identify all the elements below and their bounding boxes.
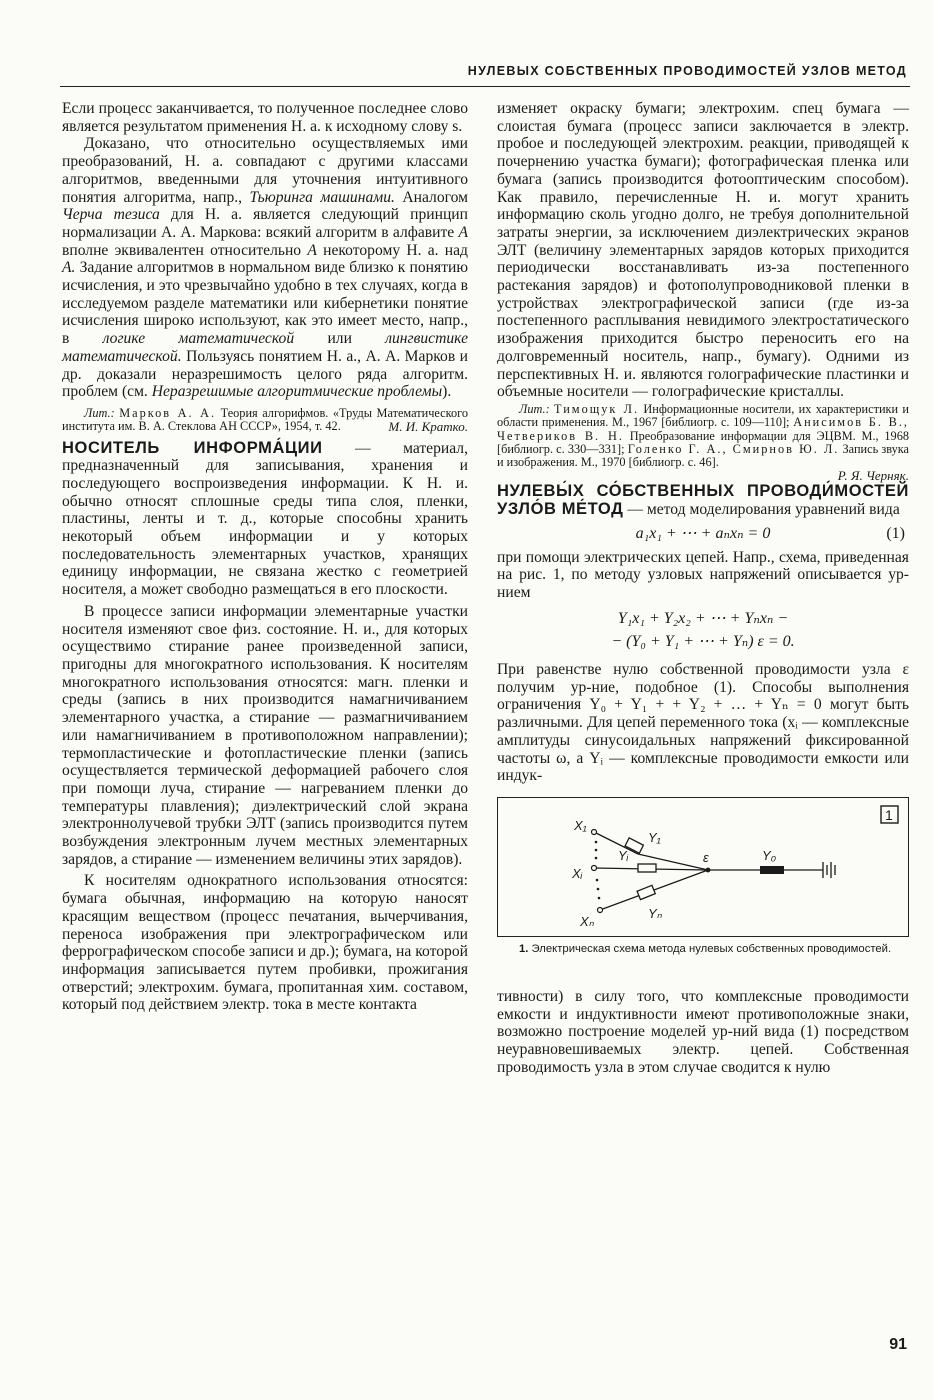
headword-nodal-method: НУЛЕВЫ́Х СО́БСТВЕННЫХ ПРОВОДИ́МОСТЕЙ УЗЛО́В МЕ́ТОД: [497, 482, 909, 519]
page-number: 91: [889, 1336, 907, 1353]
right-paragraph-1: изменяет окраску бумаги; электрохим. спец бумага — слоистая бумага (процесс записи заключается в электр. пробое и последующей электрохим. реакции, приводящей к почернению участка бумаги); фотографическая пленка или бумага (запись производится фотооптическим способом). Как правило, перечисленные Н. и. могут хранить информацию сколь угодно долго, не требуя дополнительной затраты энергии, за исключением диэлектрических экранов ЭЛТ (величину элементарных зарядов которых приходится периодически восстанавливать из-за постепенного растекания зарядов) и фотополупроводниковой пленки в устройствах электрографической записи (где из-за постепенного расплывания невидимого электростатического изображения приходится быстро переносить его на долговременный носитель, напр., бумагу). Одними из перспективных Н. и. являются голографические пластинки и объемные носители — голографические кристаллы.: [497, 100, 909, 401]
left-paragraph-1: Если процесс заканчивается, то полученное последнее слово является результатом применения Н. а. к исходному слову s.: [62, 100, 468, 135]
left-column: [62, 100, 468, 1014]
equation-2-line-2: − (Y₀ + Y₁ + ⋯ + Yₙ) ε = 0.: [611, 633, 795, 651]
left-paragraph-2: Доказано, что относительно осуществляемых ими преобразований, Н. а. совпадают с другими классами алгоритмов, введенными для уточнения интуитивного понятия алгоритма, напр., Тьюринга машинами. Аналогом Черча тезиса для Н. а. является следующий принцип нормализации А. А. Маркова: всякий алгоритм в алфавите А вполне эквивалентен относительно А некоторому Н. а. над А. Задание алгоритмов в нормальном виде близко к понятию исчисления, и это чрезвычайно удобно в тех случаях, когда в исследуемом разделе математики или кибернетики понятие исчисления широко используют, как это имеет место, напр., в логике математической или лингвистике математической. Пользуясь понятием Н. а., А. А. Марков и др. доказали неразрешимость целого ряда алгоритм. проблем (см. Неразрешимые алгоритмические проблемы).: [62, 135, 468, 401]
label-y1: Y₁: [648, 829, 661, 845]
figure-caption: 1. Электрическая схема метода нулевых собственных проводимостей.: [519, 942, 892, 955]
entry-nodal-method: НУЛЕВЫ́Х СО́БСТВЕННЫХ ПРОВОДИ́МОСТЕЙ УЗЛО́В МЕ́ТОД — метод моделирования уравнений вида: [497, 482, 909, 519]
figure-1: [497, 797, 909, 937]
headword-nositel: НОСИТЕЛЬ ИНФОРМА́ЦИИ: [62, 438, 323, 457]
signature-1: М. И. Кратко.: [388, 418, 468, 434]
label-xn: Xₙ: [580, 913, 594, 929]
right-paragraph-4: тивности) в силу того, что комплексные проводимости емкости и индуктивности имеют противоположные знаки, возможно построение моделей ур-ний вида (1) посредством неуравновешиваемых электр. цепей. Собственная проводимость узла в этом случае сводится к нулю: [497, 987, 909, 1076]
right-paragraph-2: при помощи электрических цепей. Напр., схема, приведенная на рис. 1, по методу узловых напряжений описывается ур-нием: [497, 548, 909, 601]
equation-1: a₁x₁ + ⋯ + aₙxₙ = 0 (1): [635, 524, 905, 542]
left-paragraph-3: В процессе записи информации элементарные участки носителя изменяют свое физ. состояние. Н. и., для которых осуществимо стирание ранее произведенной записи, пригодны для многократного использования. К носителям многократного использования относятся: магн. пленки и среды (запись в них производится намагничиванием элементарного участка, а стирание — размагничиванием или намагничиванием в противоположном направлении); термопластические и фотопластические пленки (запись осуществляется термической деформацией рабочего слоя при помощи луча, стирание — нагреванием пленки до температуры плавления); диэлектрический слой экрана электроннолучевой трубки ЭЛТ (запись производится путем возбуждения электронным лучем местных элементарных зарядов, а стирание — изменением величины этих зарядов).: [62, 602, 468, 868]
right-column: [497, 100, 909, 1077]
running-header: НУЛЕВЫХ СОБСТВЕННЫХ ПРОВОДИМОСТЕЙ УЗЛОВ МЕТОД: [467, 64, 907, 78]
ref-church-thesis: Черча тезиса: [62, 206, 160, 224]
ref-turing-machines: Тьюринга машинами.: [249, 188, 395, 206]
label-epsilon: ε: [703, 849, 709, 865]
circuit-diagram: [498, 798, 908, 936]
equation-1-number: (1): [886, 524, 905, 542]
ref-math-logic: логике математической: [102, 330, 295, 348]
label-yn: Yₙ: [648, 905, 662, 921]
equation-2-line-1: Y₁x₁ + Y₂x₂ + ⋯ + Yₙxₙ −: [617, 609, 789, 627]
figure-number: 1: [885, 806, 893, 823]
label-y0: Y₀: [762, 847, 777, 863]
literature-1: Лит.: Марков А. А. Теория алгорифмов. «Труды Математического института им. В. А. Стеклова АН СССР», 1954, т. 42.: [62, 405, 468, 434]
label-x1: X₁: [574, 817, 587, 833]
right-paragraph-3: При равенстве нулю собственной проводимости узла ε получим ур-ние, подобное (1). Способы выполнения ограничения Y₀ + Y₁ + + Y₂ + … + Yₙ = 0 могут быть различными. Для цепей переменного тока (xᵢ — комплексные амплитуды синусоидальных напряжений фиксированной частоты ω, а Yᵢ — комплексные проводимости емкости или индук-: [497, 661, 909, 785]
label-xi: Xᵢ: [572, 865, 583, 881]
entry-nositel: НОСИТЕЛЬ ИНФОРМА́ЦИИ — материал, предназначенный для записывания, хранения и последующего воспроизведения информации. К Н. и. обычно относят сплошные среды типа слоя, пленки, пластины, ленты и т. д., которые способны хранить некоторый объем информации и у которых последовательность элементарных участков, хранящих единицу информации, не связана жестко с геометрией носителя, а может свободно размещаться в его плоскости.: [62, 438, 468, 599]
label-yi: Yᵢ: [618, 847, 629, 863]
ref-undecidable-problems: Неразрешимые алгоритмические проблемы: [151, 383, 443, 401]
header-rule: [60, 86, 910, 87]
signature-2: Р. Я. Черняк.: [837, 468, 909, 484]
left-paragraph-4: К носителям однократного использования относятся: бумага обычная, информацию на которую наносят красящим веществом (процесс печатания, вычерчивания, переноса изображения при электрографическом или феррографическом способе записи и др.); бумага, на которой информация записывается путем пробивки, прожигания отверстий; электрохим. бумага, пропитанная хим. составом, который под действием электр. тока в месте контакта: [62, 872, 468, 1014]
ref-math-linguistics: лингвистике математической.: [62, 330, 468, 365]
literature-2: Лит.: Тимощук Л. Информационные носители, их характеристики и области применения. М., 1967 [библиогр. с. 109—110]; Анисимов Б. В., Четвериков В. Н. Преобразование информации для ЭЦВМ. М., 1968 [библиогр. с. 330—331]; Голенко Г. А., Смирнов Ю. Л. Запись звука и изображения. М., 1970 [библиогр. с. 46].: [497, 401, 909, 470]
